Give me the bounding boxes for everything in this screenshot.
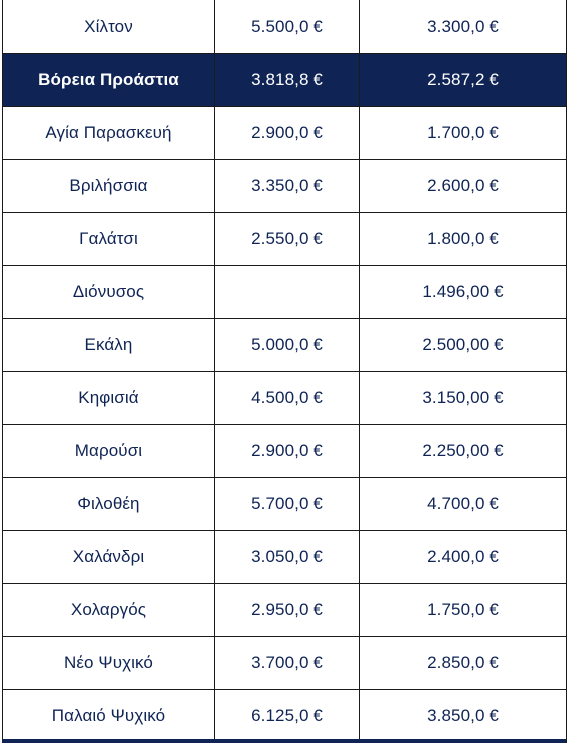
- area-name-cell: Αγία Παρασκευή: [3, 107, 215, 160]
- table-row: [3, 478, 567, 531]
- price-table-container: [2, 0, 566, 743]
- area-name-cell: Διόνυσος: [3, 266, 215, 319]
- area-name-cell: Μαρούσι: [3, 425, 215, 478]
- price-cell-col2: 3.350,0 €: [215, 160, 360, 213]
- area-name-cell: Χίλτον: [3, 0, 215, 54]
- table-row: [3, 0, 567, 54]
- area-name-cell: Νέο Ψυχικό: [3, 637, 215, 690]
- table-row: [3, 690, 567, 743]
- price-cell-col3: 2.250,00 €: [360, 425, 567, 478]
- price-cell-col2: 4.500,0 €: [215, 372, 360, 425]
- price-cell-col2: 3.700,0 €: [215, 637, 360, 690]
- table-bottom-bar: [2, 739, 566, 743]
- price-cell-col2: 2.950,0 €: [215, 584, 360, 637]
- table-row: [3, 531, 567, 584]
- area-name-cell: Γαλάτσι: [3, 213, 215, 266]
- table-row: [3, 319, 567, 372]
- price-cell-col2: 2.900,0 €: [215, 425, 360, 478]
- region-name-cell: Βόρεια Προάστια: [3, 54, 215, 107]
- price-cell-col2: 5.500,0 €: [215, 0, 360, 54]
- table-row: [3, 107, 567, 160]
- table-row: [3, 637, 567, 690]
- price-cell-col3: 2.400,0 €: [360, 531, 567, 584]
- table-row: [3, 584, 567, 637]
- price-cell-col2: 3.818,8 €: [215, 54, 360, 107]
- price-cell-col2: 2.550,0 €: [215, 213, 360, 266]
- table-row: [3, 425, 567, 478]
- table-row: [3, 266, 567, 319]
- region-summary-row: [3, 54, 567, 107]
- price-cell-col3: 3.300,0 €: [360, 0, 567, 54]
- area-name-cell: Χολαργός: [3, 584, 215, 637]
- price-cell-col2: 6.125,0 €: [215, 690, 360, 743]
- area-name-cell: Παλαιό Ψυχικό: [3, 690, 215, 743]
- price-cell-col2: 2.900,0 €: [215, 107, 360, 160]
- price-cell-col3: 1.800,0 €: [360, 213, 567, 266]
- price-cell-col3: 2.600,0 €: [360, 160, 567, 213]
- price-cell-col3: 2.850,0 €: [360, 637, 567, 690]
- price-cell-col2: [215, 266, 360, 319]
- price-cell-col2: 3.050,0 €: [215, 531, 360, 584]
- area-name-cell: Εκάλη: [3, 319, 215, 372]
- price-cell-col3: 3.150,00 €: [360, 372, 567, 425]
- price-cell-col2: 5.000,0 €: [215, 319, 360, 372]
- area-name-cell: Φιλοθέη: [3, 478, 215, 531]
- area-name-cell: Χαλάνδρι: [3, 531, 215, 584]
- price-cell-col2: 5.700,0 €: [215, 478, 360, 531]
- price-table: [2, 0, 567, 743]
- price-cell-col3: 1.496,00 €: [360, 266, 567, 319]
- price-cell-col3: 1.750,0 €: [360, 584, 567, 637]
- table-row: [3, 213, 567, 266]
- area-name-cell: Βριλήσσια: [3, 160, 215, 213]
- table-row: [3, 372, 567, 425]
- table-row: [3, 160, 567, 213]
- price-cell-col3: 1.700,0 €: [360, 107, 567, 160]
- price-cell-col3: 2.500,00 €: [360, 319, 567, 372]
- price-cell-col3: 4.700,0 €: [360, 478, 567, 531]
- area-name-cell: Κηφισιά: [3, 372, 215, 425]
- price-cell-col3: 3.850,0 €: [360, 690, 567, 743]
- price-cell-col3: 2.587,2 €: [360, 54, 567, 107]
